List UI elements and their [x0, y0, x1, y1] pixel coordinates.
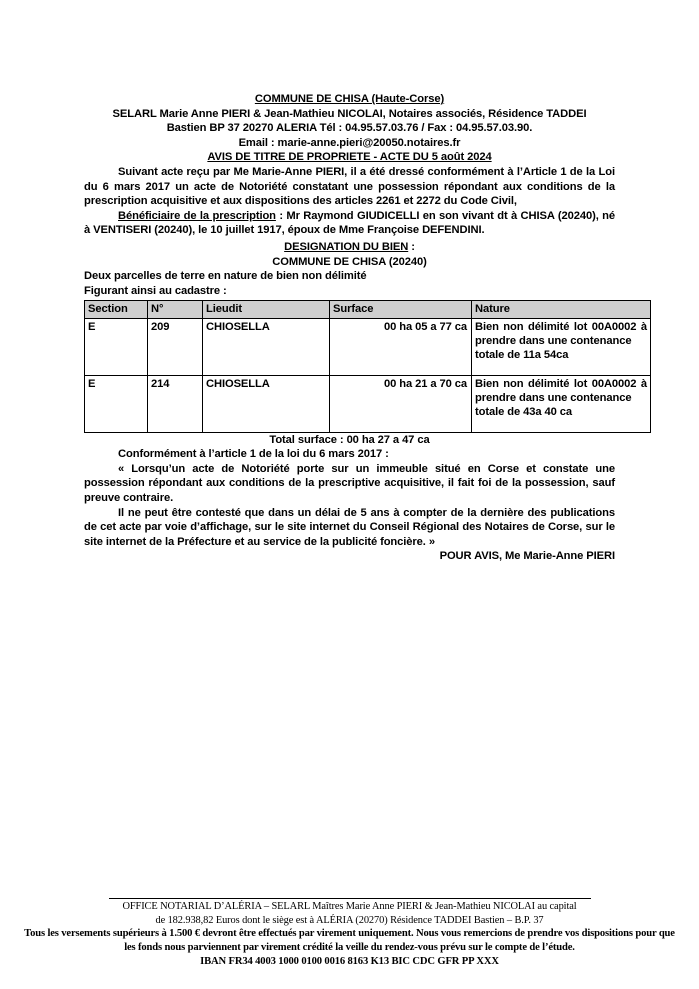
- table-header-row: [85, 301, 651, 318]
- designation-commune: COMMUNE DE CHISA (20240): [272, 255, 427, 268]
- signature-line: POUR AVIS, Me Marie-Anne PIERI: [439, 550, 615, 563]
- footer-divider: [109, 898, 591, 899]
- footer-line-2: de 182.938,82 Euros dont le siège est à ALÉRIA (20270) Résidence TADDEI Bastien – B.P. 37: [155, 914, 544, 926]
- column-header-lieudit: Lieudit: [203, 301, 330, 318]
- beneficiary-label: Bénéficiaire de la prescription: [118, 209, 276, 222]
- cell-lieudit: CHIOSELLA: [203, 318, 330, 375]
- cell-number: 209: [148, 318, 203, 375]
- cadastre-intro: Figurant ainsi au cadastre :: [84, 284, 227, 297]
- page-footer: [0, 898, 699, 968]
- paragraph-intro: Suivant acte reçu par Me Marie-Anne PIERI, il a été dressé conformément à l’Article 1 de la Loi du 6 mars 2017 un acte de Notoriété constatant une possession répondant aux conditions de la prescription acquisitive et aux dispositions des articles 2261 et 2272 du Code Civil,: [84, 165, 615, 208]
- notice-title: AVIS DE TITRE DE PROPRIETE - ACTE DU 5 août 2024: [207, 151, 492, 164]
- column-header-number: N°: [148, 301, 203, 318]
- contest-paragraph: Il ne peut être contesté que dans un délai de 5 ans à compter de la dernière des publications de cet acte par voie d’affichage, sur le site internet du Conseil Régional des Notaires de Corse, sur le site internet de la Préfecture et au service de la publicité foncière. »: [84, 506, 615, 548]
- footer-line-3: Tous les versements supérieurs à 1.500 € devront être effectués par virement uniquement. Nous vous remercions de prendre vos dispositions pour que: [24, 928, 675, 939]
- cell-number: 214: [148, 375, 203, 432]
- cell-lieudit: CHIOSELLA: [203, 375, 330, 432]
- cell-nature: [472, 375, 651, 432]
- email-line: Email : marie-anne.pieri@20050.notaires.fr: [238, 136, 461, 149]
- firm-line-1: SELARL Marie Anne PIERI & Jean-Mathieu NICOLAI, Notaires associés, Résidence TADDEI: [112, 107, 587, 120]
- cell-nature: [472, 318, 651, 375]
- cell-section: E: [85, 375, 148, 432]
- cell-nature-main: Bien non délimité lot 00A0002 à prendre dans une contenance: [475, 320, 647, 347]
- designation-title-suffix: :: [408, 240, 415, 253]
- cell-section: E: [85, 318, 148, 375]
- table-row: [85, 375, 651, 432]
- commune-title: COMMUNE DE CHISA (Haute-Corse): [254, 93, 445, 105]
- cell-nature-main: Bien non délimité lot 00A0002 à prendre dans une contenance: [475, 377, 647, 404]
- cell-surface: 00 ha 21 a 70 ca: [330, 375, 472, 432]
- firm-line-2: Bastien BP 37 20270 ALERIA Tél : 04.95.57.03.76 / Fax : 04.95.57.03.90.: [166, 122, 533, 135]
- footer-line-1: OFFICE NOTARIAL D’ALÉRIA – SELARL Maîtres Marie Anne PIERI & Jean-Mathieu NICOLAI au capital: [122, 901, 577, 912]
- total-surface: Total surface : 00 ha 27 a 47 ca: [269, 433, 430, 446]
- designation-description: Deux parcelles de terre en nature de bien non délimité: [84, 270, 367, 283]
- cadastre-table: [84, 300, 651, 432]
- table-row: [85, 318, 651, 375]
- column-header-surface: Surface: [330, 301, 472, 318]
- beneficiary-text: : Mr Raymond GIUDICELLI en son vivant dt à CHISA (20240), né à VENTISERI (20240), le 10 juillet 1917, époux de Mme Françoise DEFENDINI.: [84, 209, 615, 237]
- cell-nature-last: totale de 43a 40 ca: [475, 406, 572, 419]
- cell-nature-last: totale de 11a 54ca: [475, 349, 569, 362]
- designation-title-text: DESIGNATION DU BIEN: [284, 240, 409, 253]
- cell-surface: 00 ha 05 a 77 ca: [330, 318, 472, 375]
- column-header-section: Section: [85, 301, 148, 318]
- column-header-nature: Nature: [472, 301, 651, 318]
- footer-line-4: les fonds nous parviennent par virement crédité la veille du rendez-vous prévu sur le compte de l’étude.: [124, 941, 575, 953]
- conformity-line: Conformément à l’article 1 de la loi du 6 mars 2017 :: [118, 448, 389, 461]
- designation-title: [84, 240, 615, 255]
- beneficiary-paragraph: [84, 209, 615, 238]
- document-content: [84, 92, 647, 564]
- footer-iban: IBAN FR34 4003 1000 0100 0016 8163 K13 BIC CDC GFR PP XXX: [200, 955, 499, 967]
- quote-paragraph: « Lorsqu’un acte de Notoriété porte sur un immeuble situé en Corse et constate une possession répondant aux conditions de la prescriptive acquisitive, il fait foi de la possession, sauf preuve contraire.: [84, 462, 615, 504]
